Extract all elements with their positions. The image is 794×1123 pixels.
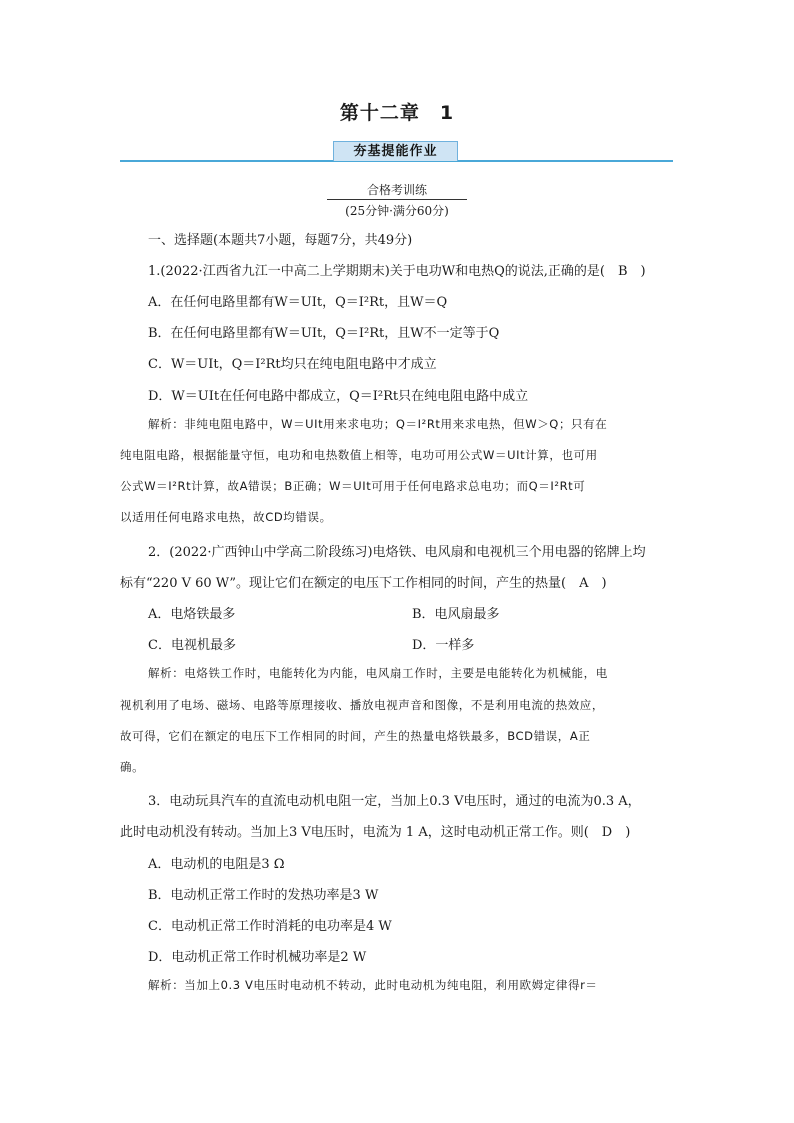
q2-explanation-3: 故可得，它们在额定的电压下工作相同的时间，产生的热量电烙铁最多，BCD错误，A正: [120, 729, 591, 743]
q2-stem-1: 2．(2022·广西钟山中学高二阶段练习)电烙铁、电风扇和电视机三个用电器的铭牌上均: [148, 545, 646, 560]
q1-option-d: D．W＝UIt在任何电路中都成立，Q＝I²Rt只在纯电阻电路中成立: [148, 389, 529, 404]
q3-stem-2: 此时电动机没有转动。当加上3 V电压时，电流为 1 A，这时电动机正常工作。则( D ): [120, 825, 631, 840]
q2-option-c: C．电视机最多: [148, 638, 236, 653]
q2-option-b: B．电风扇最多: [412, 607, 500, 622]
q1-explanation-2: 纯电阻电路，根据能量守恒，电功和电热数值上相等，电功可用公式W＝UIt计算，也可用: [120, 448, 598, 462]
q2-stem-2: 标有“220 V 60 W”。现让它们在额定的电压下工作相同的时间，产生的热量( A ): [120, 576, 607, 591]
q2-option-d: D．一样多: [412, 638, 475, 653]
q1-option-c: C．W＝UIt，Q＝I²Rt均只在纯电阻电路中才成立: [148, 357, 437, 372]
q3-explanation-1: 解析：当加上0.3 V电压时电动机不转动，此时电动机为纯电阻，利用欧姆定律得r＝: [148, 978, 598, 992]
chapter-title: 第十二章 1: [339, 102, 455, 124]
q1-stem: 1.(2022·江西省九江一中高二上学期期末)关于电功W和电热Q的说法,正确的是( B ): [148, 264, 646, 279]
q3-option-b: B．电动机正常工作时的发热功率是3 W: [148, 888, 379, 903]
section-heading: 一、选择题(本题共7小题，每题7分，共49分): [148, 233, 413, 248]
q2-explanation-2: 视机利用了电场、磁场、电路等原理接收、播放电视声音和图像，不是利用电流的热效应，: [120, 698, 604, 712]
q1-explanation-1: 解析：非纯电阻电路中，W＝UIt用来求电功；Q＝I²Rt用来求电热，但W＞Q；只有在: [148, 417, 608, 431]
q2-option-a: A．电烙铁最多: [148, 607, 236, 622]
section-subtitle: 合格考训练: [366, 183, 427, 197]
q2-explanation-1: 解析：电烙铁工作时，电能转化为内能，电风扇工作时，主要是电能转化为机械能，电: [148, 666, 608, 680]
q1-option-b: B．在任何电路里都有W＝UIt，Q＝I²Rt，且W不一定等于Q: [148, 326, 500, 341]
q1-explanation-4: 以适用任何电路求电热，故CD均错误。: [120, 510, 332, 524]
q2-explanation-4: 确。: [120, 760, 145, 774]
subtitle-divider: [327, 199, 467, 200]
time-score-note: (25分钟·满分60分): [345, 204, 449, 218]
q3-option-c: C．电动机正常工作时消耗的电功率是4 W: [148, 919, 392, 934]
homework-banner: 夯基提能作业: [333, 141, 458, 161]
q1-option-a: A．在任何电路里都有W＝UIt，Q＝I²Rt，且W＝Q: [148, 295, 448, 310]
q3-stem-1: 3．电动玩具汽车的直流电动机电阻一定，当加上0.3 V电压时，通过的电流为0.3 A，: [148, 794, 641, 809]
q3-option-d: D．电动机正常工作时机械功率是2 W: [148, 950, 367, 965]
q3-option-a: A．电动机的电阻是3 Ω: [148, 857, 285, 872]
q1-explanation-3: 公式W＝I²Rt计算，故A错误；B正确；W＝UIt可用于任何电路求总电功；而Q＝I²Rt可: [120, 479, 586, 493]
